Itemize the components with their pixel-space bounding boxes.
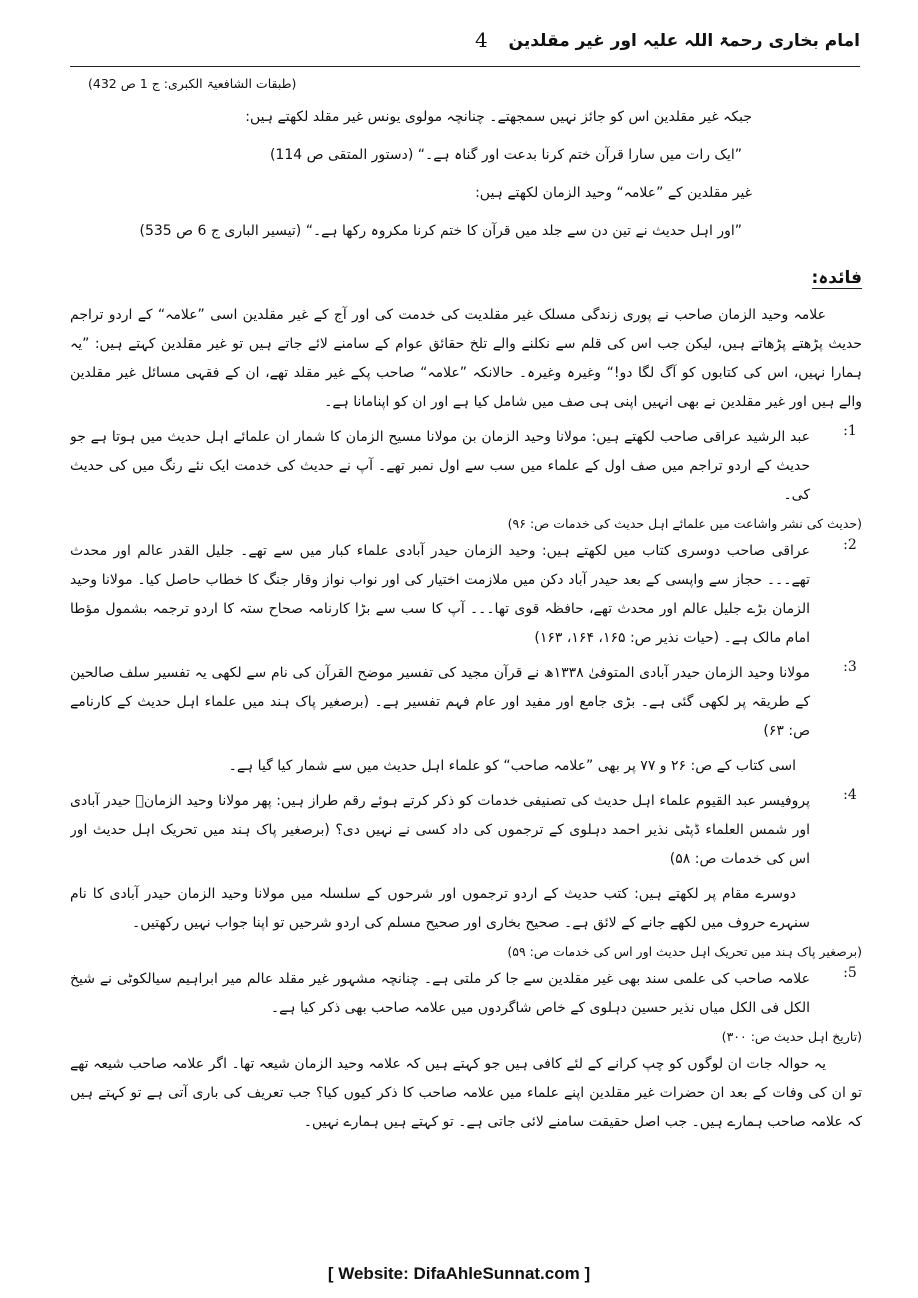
- item-text: مولانا وحید الزمان حیدر آبادی المتوفیٰ ۱۳۳۸ھ نے قرآن مجید کی تفسیر موضح القرآن کی نام سے لکھی یہ تفسیر سلف صالحین کے طریقہ پر لکھی گئی ہے۔ بڑی جامع اور مفید اور عام فہم تفسیر ہے۔ (برصغیر پاک ہند میں علماء اہل حدیث کے کارنامے ص: ۶۳): [70, 665, 811, 739]
- website-footer: [ Website: DifaAhleSunnat.com ]: [327, 1264, 591, 1283]
- item-source: (حدیث کی نشر واشاعت میں علمائے اہل حدیث کی خدمات ص: ۹۶): [507, 516, 862, 531]
- intro-quote: ”ایک رات میں سارا قرآن ختم کرنا بدعت اور گناہ ہے۔“ (دستور المتقی ص 114): [269, 147, 742, 163]
- item-text: عبد الرشید عراقی صاحب لکھتے ہیں: مولانا وحید الزمان بن مولانا مسیح الزمان کا شمار ان علمائے اہل حدیث میں ہوتا ہے جو حدیث کے اردو تراجم میں صف اول کے علماء میں سب سے اول نمبر تھے۔ آپ نے حدیث کی خدمت ایک نئے رنگ میں کی حدیث کی۔: [70, 429, 810, 503]
- page-content: [70, 72, 862, 1252]
- item-source: (تاریخ اہل حدیث ص: ۳۰۰): [721, 1029, 862, 1044]
- faida-paragraph: علامہ وحید الزمان صاحب نے پوری زندگی مسلک غیر مقلدیت کی خدمت کی اور آج کے غیر مقلدین اسی ”علامہ“ کے اردو تراجم حدیث پڑھتے پڑھاتے ہیں، لیکن جب اس کی قلم سے نکلنے والے تلخ حقائق عوام کے سامنے لائے جاتے ہیں تو غیر مقلدین کہتے ہیں: ”یہ ہمارا نہیں، اس کی کتابوں کو آگ لگا دو!“ وغیرہ وغیرہ۔ حالانکہ ”علامہ“ صاحب پکے غیر مقلد تھے، ان کے فقہی مسائل غیر مقلدین والے ہیں اور غیر مقلدین نے بھی انہیں اپنی ہی صف میں شامل کیا ہے اور ان کو اپنامانا ہے۔: [70, 307, 862, 410]
- item-number: 1:: [843, 423, 857, 439]
- item-number: 4:: [843, 787, 857, 803]
- intro-line: جبکہ غیر مقلدین اس کو جائز نہیں سمجھتے۔ چنانچہ مولوی یونس غیر مقلد لکھتے ہیں:: [245, 109, 752, 125]
- top-source-citation: (طبقات الشافعیۃ الکبری: ج 1 ص 432): [88, 76, 297, 91]
- item-source: (برصغیر پاک ہند میں تحریک اہل حدیث اور اس کی خدمات ص: ۵۹): [507, 944, 862, 959]
- header-divider: [70, 66, 860, 67]
- item-number: 3:: [843, 659, 857, 675]
- book-title: امام بخاری رحمۃ اللہ علیہ اور غیر مقلدین: [508, 31, 860, 51]
- list-item: [70, 787, 862, 874]
- list-item: [70, 423, 862, 510]
- faida-heading: فائدہ:: [811, 268, 862, 288]
- list-item: [70, 537, 862, 653]
- closing-paragraph: یہ حوالہ جات ان لوگوں کو چپ کرانے کے لئے کافی ہیں جو کہتے ہیں کہ علامہ وحید الزمان شیعہ تھا۔ اگر علامہ صاحب شیعہ تھے تو ان کی وفات کے بعد ان حضرات غیر مقلدین اپنے علماء میں علامہ صاحب کا ذکر کیوں کیا؟ جب تعریف کی باری آتی ہے تو کہتے ہیں کہ علامہ صاحب ہمارے ہیں۔ جب اصل حقیقت سامنے لائی جاتی ہے۔ تو کہتے ہیں ہمارے نہیں۔: [70, 1056, 862, 1130]
- item-text: علامہ صاحب کی علمی سند بھی غیر مقلدین سے جا کر ملتی ہے۔ چنانچہ مشہور غیر مقلد عالم میر ابراہیم سیالکوٹی نے شیخ الکل فی الکل میاں نذیر حسین دہلوی کے خاص شاگردوں میں علامہ صاحب بھی ذکر کیا ہے۔: [70, 971, 810, 1016]
- list-item: [70, 659, 862, 746]
- item-text: عراقی صاحب دوسری کتاب میں لکھتے ہیں: وحید الزمان حیدر آبادی علماء کبار میں سے تھے۔ جلیل القدر عالم اور محدث تھے۔۔۔ حجاز سے واپسی کے بعد حیدر آباد دکن میں ملازمت اختیار کی اور نواب نواز وقار جنگ کا خطاب حاصل کیا۔ مولانا وحید الزمان بڑے جلیل عالم اور محدث تھے، حافظہ قوی تھا۔۔۔ آپ کا سب سے بڑا کارنامہ صحاح ستہ کا اردو ترجمہ بشمول مؤطا امام مالک ہے۔ (حیات نذیر ص: ۱۶۵، ۱۶۴، ۱۶۳): [70, 543, 810, 646]
- item-text: پروفیسر عبد القیوم علماء اہل حدیث کی تصنیفی خدمات کو ذکر کرتے ہوئے رقم طراز ہیں: پھر مولانا وحید الزمانؒ حیدر آبادی اور شمس العلماء ڈپٹی نذیر احمد دہلوی کے ترجموں کی داد کسی نے نہیں دی؟ (برصغیر پاک ہند میں تحریک اہل حدیث اور اس کی خدمات ص: ۵۸): [70, 793, 810, 867]
- item-subtext: اسی کتاب کے ص: ۲۶ و ۷۷ پر بھی ”علامہ صاحب“ کو علماء اہل حدیث میں سے شمار کیا گیا ہے۔: [228, 758, 796, 774]
- list-item: [70, 965, 862, 1023]
- item-subtext: دوسرے مقام پر لکھتے ہیں: کتب حدیث کے اردو ترجموں اور شرحوں کے سلسلہ میں مولانا وحید الزمان حیدر آبادی کا نام سنہرے حروف میں لکھے جانے کے لائق ہے۔ صحیح بخاری اور صحیح مسلم کی اردو شرحیں تو اپنا جواب نہیں رکھتیں۔: [70, 886, 810, 931]
- page-header: [70, 26, 860, 66]
- item-number: 5:: [843, 965, 857, 981]
- intro-line: غیر مقلدین کے ”علامہ“ وحید الزمان لکھتے ہیں:: [475, 185, 752, 201]
- page-number: 4: [475, 28, 488, 52]
- item-number: 2:: [843, 537, 857, 553]
- intro-block: [70, 105, 862, 243]
- intro-quote: ”اور اہل حدیث نے تین دن سے جلد میں قرآن کا ختم کرنا مکروہ رکھا ہے۔“ (تیسیر الباری ج 6 ص 535): [139, 223, 742, 239]
